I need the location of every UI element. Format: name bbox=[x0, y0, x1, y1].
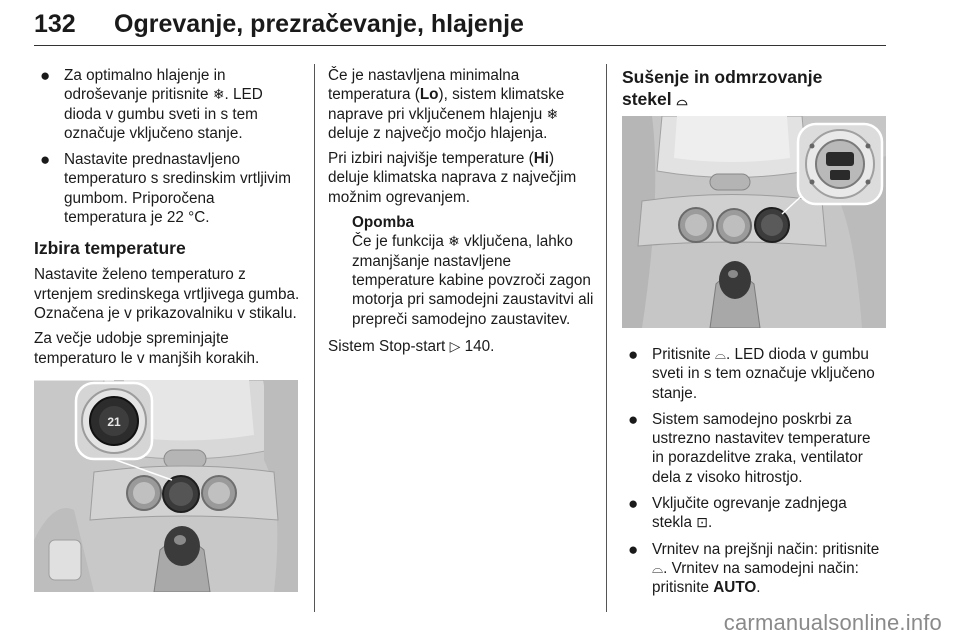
bullet-dot: ● bbox=[628, 345, 639, 364]
list-item: ● Nastavite prednastavljeno temperaturo s sredinskim vrtljivim gumbom. Priporočena temperatura je 22 °C. bbox=[40, 150, 291, 227]
bullet-dot: ● bbox=[628, 409, 639, 429]
column-3 bbox=[622, 66, 886, 117]
bullet-dot: ● bbox=[628, 494, 639, 514]
header-rule bbox=[34, 45, 886, 46]
snowflake-icon: ❄ bbox=[448, 233, 460, 250]
paragraph: Nastavite želeno temperaturo z vrtenjem sredinskega vrtljivega gumba. Označena je v prikazovalniku v stikalu. bbox=[34, 266, 300, 322]
paragraph: Sistem Stop-start ▷ 140. bbox=[328, 337, 495, 355]
list-item: ● Vključite ogrevanje zadnjega stekla ⊡. bbox=[628, 494, 847, 532]
page-header bbox=[34, 10, 886, 44]
windscreen-defrost-icon: ⌓ bbox=[676, 92, 688, 108]
list-item: ● Pritisnite ⌓. LED dioda v gumbu sveti in s tem označuje vključeno stanje. bbox=[628, 345, 875, 402]
figure-defrost-panel bbox=[622, 116, 886, 328]
snowflake-icon: ❄ bbox=[546, 105, 559, 122]
column-1 bbox=[34, 66, 300, 374]
snowflake-icon: ❄ bbox=[212, 86, 225, 103]
watermark: carmanualsonline.info bbox=[723, 610, 942, 635]
bullet-dot: ● bbox=[628, 539, 639, 559]
bullet-dot: ● bbox=[40, 150, 51, 170]
column-3-list bbox=[622, 345, 886, 605]
figure-temperature-knob bbox=[34, 380, 298, 592]
list-item: ● Vrnitev na prejšnji način: pritisnite ⌓. Vrnitev na samodejni način: pritisnite AUTO. bbox=[628, 539, 880, 597]
page-reference-icon: ▷ bbox=[449, 337, 461, 354]
bullet-dot: ● bbox=[40, 66, 51, 85]
windscreen-defrost-icon: ⌓ bbox=[652, 559, 664, 576]
paragraph: Za večje udobje spreminjajte temperaturo le v manjših korakih. bbox=[34, 330, 260, 367]
page-number: 132 bbox=[34, 10, 76, 38]
note-block: Opomba Če je funkcija ❄ vključena, lahko zmanjšanje nastavljene temperature kabine povzroči zagon motorja pri samodejni zaustavitvi ali prepreči samodejno zaustavitev. bbox=[352, 214, 594, 328]
column-divider bbox=[314, 64, 315, 612]
paragraph: Če je nastavljena minimalna temperatura (Lo), sistem klimatske naprave pri vključenem hlajenju ❄ deluje z največjo močjo hlajenja. bbox=[328, 67, 565, 142]
column-divider bbox=[606, 64, 607, 612]
rear-window-heating-icon: ⊡ bbox=[696, 514, 708, 531]
note-title: Opomba bbox=[352, 214, 415, 232]
column-2 bbox=[328, 66, 594, 362]
list-item: ● Sistem samodejno poskrbi za ustrezno nastavitev temperature in porazdelitve zraka, ventilator dela z visoko hitrostjo. bbox=[628, 409, 871, 486]
windscreen-defrost-icon: ⌓ bbox=[714, 346, 726, 362]
section-heading: Izbira temperature bbox=[34, 238, 186, 259]
knob-temperature-display: 21 bbox=[107, 415, 121, 429]
paragraph: Pri izbiri najvišje temperature (Hi) deluje klimatska naprava z največjim možnim ogrevanjem. bbox=[328, 150, 577, 206]
running-title: Ogrevanje, prezračevanje, hlajenje bbox=[114, 10, 524, 38]
section-heading: Sušenje in odmrzovanje stekel ⌓ bbox=[622, 67, 823, 109]
list-item: ● Za optimalno hlajenje in odroševanje pritisnite ❄. LED dioda v gumbu sveti in s tem označuje vključeno stanje. bbox=[40, 66, 263, 142]
